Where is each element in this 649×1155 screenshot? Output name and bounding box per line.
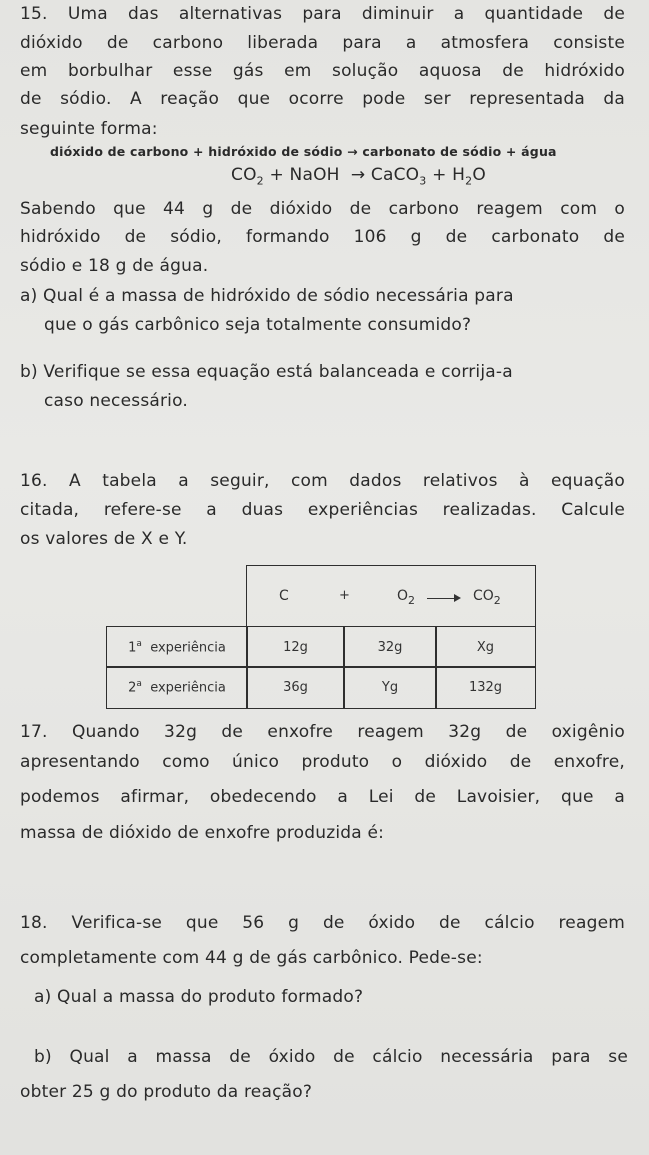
q15-body-2: hidróxido de sódio, formando 106 g de carbonato de — [20, 227, 625, 247]
header-oxygen — [397, 588, 415, 607]
row-2-oxygen — [343, 666, 437, 709]
header-co2-sub: 2 — [493, 593, 501, 607]
row-1-carbon-value: 12g — [283, 639, 308, 655]
header-co2-symbol: CO — [473, 588, 494, 604]
q15-a-1: a) Qual é a massa de hidróxido de sódio necessária para — [20, 286, 514, 306]
q15-line-5: seguinte forma: — [20, 119, 158, 139]
q16-line-3: os valores de X e Y. — [20, 529, 188, 549]
q15-a-2: que o gás carbônico seja totalmente consumido? — [44, 315, 472, 335]
row-1-co2-value: Xg — [476, 639, 495, 655]
q15-line-2: dióxido de carbono liberada para a atmosfera consiste — [20, 33, 625, 53]
q18-b-1: b) Qual a massa de óxido de cálcio necessária para se — [34, 1047, 628, 1067]
q17-line-4: massa de dióxido de enxofre produzida é: — [20, 823, 385, 843]
q15-body-3: sódio e 18 g de água. — [20, 256, 209, 276]
row-1-oxygen — [343, 626, 437, 668]
header-plus: + — [339, 588, 350, 603]
row-1-oxygen-value: 32g — [377, 639, 403, 655]
word-equation: dióxido de carbono + hidróxido de sódio → carbonato de sódio + água — [50, 144, 557, 159]
formula-plus: + — [269, 165, 284, 185]
row-1-label — [106, 626, 248, 668]
formula-plus-2: + — [432, 165, 447, 185]
q15-line-1: 15. Uma das alternativas para diminuir a quantidade de — [20, 4, 625, 24]
q18-b-2: obter 25 g do produto da reação? — [20, 1082, 313, 1102]
formula-co2-sub: 2 — [256, 174, 264, 188]
row-1-label-ordinal: a — [136, 638, 142, 649]
row-2-label-text: experiência — [150, 680, 226, 696]
row-2-label — [106, 666, 248, 709]
formula-caco3: CaCO — [370, 165, 420, 185]
q18-a: a) Qual a massa do produto formado? — [34, 987, 364, 1007]
formula-caco3-sub: 3 — [419, 174, 427, 188]
q15-b-2: caso necessário. — [44, 391, 189, 411]
header-arrow-line — [427, 598, 455, 599]
q18-line-2: completamente com 44 g de gás carbônico. Pede-se: — [20, 948, 483, 968]
q17-line-1: 17. Quando 32g de enxofre reagem 32g de oxigênio — [20, 722, 625, 742]
q15-body-1: Sabendo que 44 g de dióxido de carbono reagem com o — [20, 199, 625, 219]
q16-line-1: 16. A tabela a seguir, com dados relativos à equação — [20, 471, 625, 491]
table-header-equation — [246, 565, 536, 627]
q18-line-1: 18. Verifica-se que 56 g de óxido de cálcio reagem — [20, 913, 625, 933]
row-2-carbon-value: 36g — [283, 680, 308, 695]
row-2-oxygen-value: Yg — [381, 680, 399, 695]
row-1-label-text: experiência — [150, 640, 226, 656]
chemical-equation — [231, 165, 486, 191]
header-arrow-icon — [454, 594, 461, 602]
header-carbon: C — [279, 588, 289, 604]
formula-h-sub: 2 — [465, 174, 473, 188]
row-1-label-number: 1 — [128, 640, 137, 656]
q17-line-2: apresentando como único produto o dióxido de enxofre, — [20, 752, 625, 772]
formula-naoh: NaOH — [289, 165, 340, 185]
header-co2 — [473, 588, 501, 607]
q15-line-3: em borbulhar esse gás em solução aquosa de hidróxido — [20, 61, 625, 81]
formula-co2: CO — [231, 165, 257, 185]
formula-arrow: → — [350, 165, 366, 185]
q15-b-1: b) Verifique se essa equação está balanceada e corrija-a — [20, 362, 513, 382]
experiment-table — [106, 565, 536, 709]
q16-line-2: citada, refere-se a duas experiências realizadas. Calcule — [20, 500, 625, 520]
q17-line-3: podemos afirmar, obedecendo a Lei de Lavoisier, que a — [20, 787, 625, 807]
row-2-label-number: 2 — [128, 680, 137, 696]
row-2-label-ordinal: a — [136, 679, 142, 690]
row-2-co2-value: 132g — [468, 680, 503, 695]
row-1-carbon — [246, 626, 345, 668]
formula-o: O — [472, 165, 486, 185]
row-2-co2 — [435, 666, 536, 709]
row-2-carbon — [246, 666, 345, 709]
formula-h: H — [452, 165, 466, 185]
q15-line-4: de sódio. A reação que ocorre pode ser representada da — [20, 89, 625, 109]
header-oxygen-sub: 2 — [408, 593, 416, 607]
row-1-co2 — [435, 626, 536, 668]
header-oxygen-symbol: O — [397, 588, 409, 604]
